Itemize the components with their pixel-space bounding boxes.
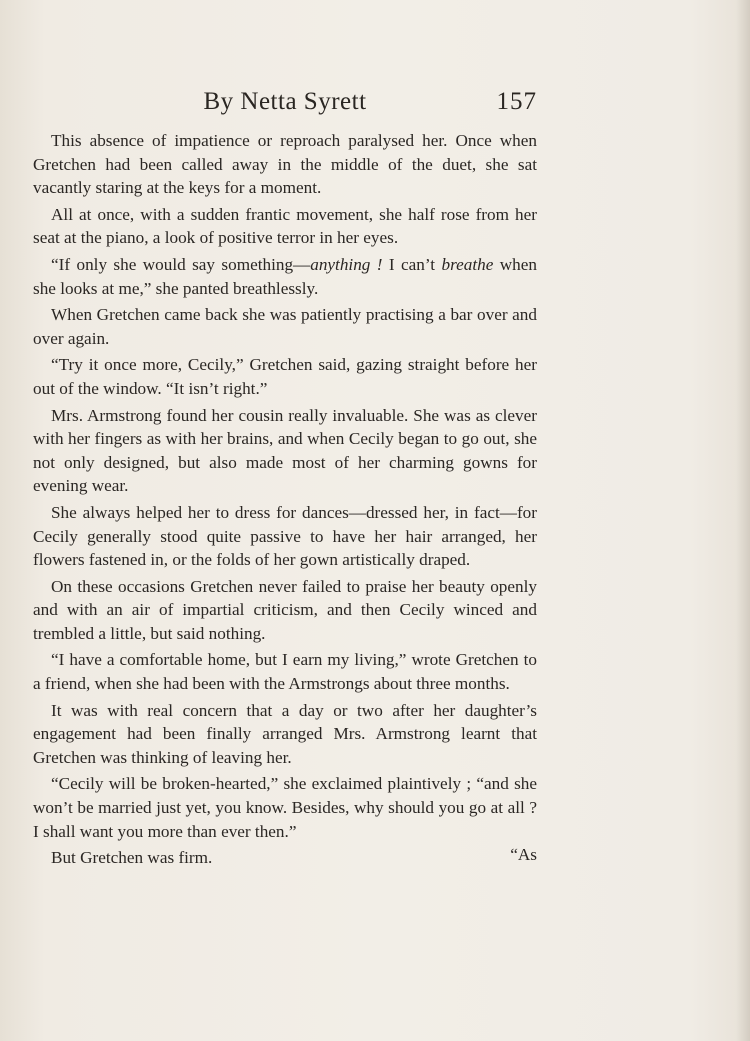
italic-text-run: breathe — [441, 254, 494, 274]
paragraph: This absence of impatience or reproach paralysed her. Once when Gretchen had been called away in the middle of the duet, she sat vacantly staring at the keys for a moment. — [33, 131, 537, 198]
paragraph: “Try it once more, Cecily,” Gretchen said, gazing straight before her out of the window. “It isn’t right.” — [33, 355, 537, 398]
paragraph: When Gretchen came back she was patiently practising a bar over and over again. — [33, 305, 537, 348]
paragraph: “I have a comfortable home, but I earn my living,” wrote Gretchen to a friend, when she had been with the Armstrongs about three months. — [33, 650, 537, 694]
paragraph: She always helped her to dress for dances—dressed her, in fact—for Cecily generally stood quite passive to have her hair arranged, her flowers fastened in, or the folds of her gown artistically draped. — [33, 502, 537, 570]
running-title: By Netta Syrett — [203, 88, 367, 115]
body-text — [33, 129, 537, 873]
paragraph: “Cecily will be broken-hearted,” she exclaimed plaintively ; “and she won’t be married just yet, you know. Besides, why should you go at all ? I shall want you more than ever then.” — [33, 774, 537, 841]
text-run: “If only she would say something— — [51, 254, 311, 274]
text-run: I can’t — [382, 254, 442, 274]
paragraph: It was with real concern that a day or two after her daughter’s engagement had been finally arranged Mrs. Armstrong learnt that Gretchen was thinking of leaving her. — [33, 700, 537, 767]
page-number: 157 — [496, 88, 537, 115]
italic-text-run: anything ! — [310, 254, 383, 274]
text-run: when she looks at me,” she panted breathlessly. — [33, 254, 537, 298]
paragraph: On these occasions Gretchen never failed to praise her beauty openly and with an air of impartial criticism, and then Cecily winced and trembled a little, but said nothing. — [33, 576, 537, 643]
paragraph-with-italics — [33, 253, 537, 300]
catchword: “As — [510, 845, 537, 864]
paragraph: But Gretchen was firm. — [51, 848, 213, 868]
running-head — [33, 88, 537, 124]
paragraph: Mrs. Armstrong found her cousin really invaluable. She was as clever with her fingers as with her brains, and when Cecily began to go out, she not only designed, but also made most of her charming gowns for evening wear. — [33, 405, 537, 496]
paragraph: All at once, with a sudden frantic movement, she half rose from her seat at the piano, a look of positive terror in her eyes. — [33, 204, 537, 248]
